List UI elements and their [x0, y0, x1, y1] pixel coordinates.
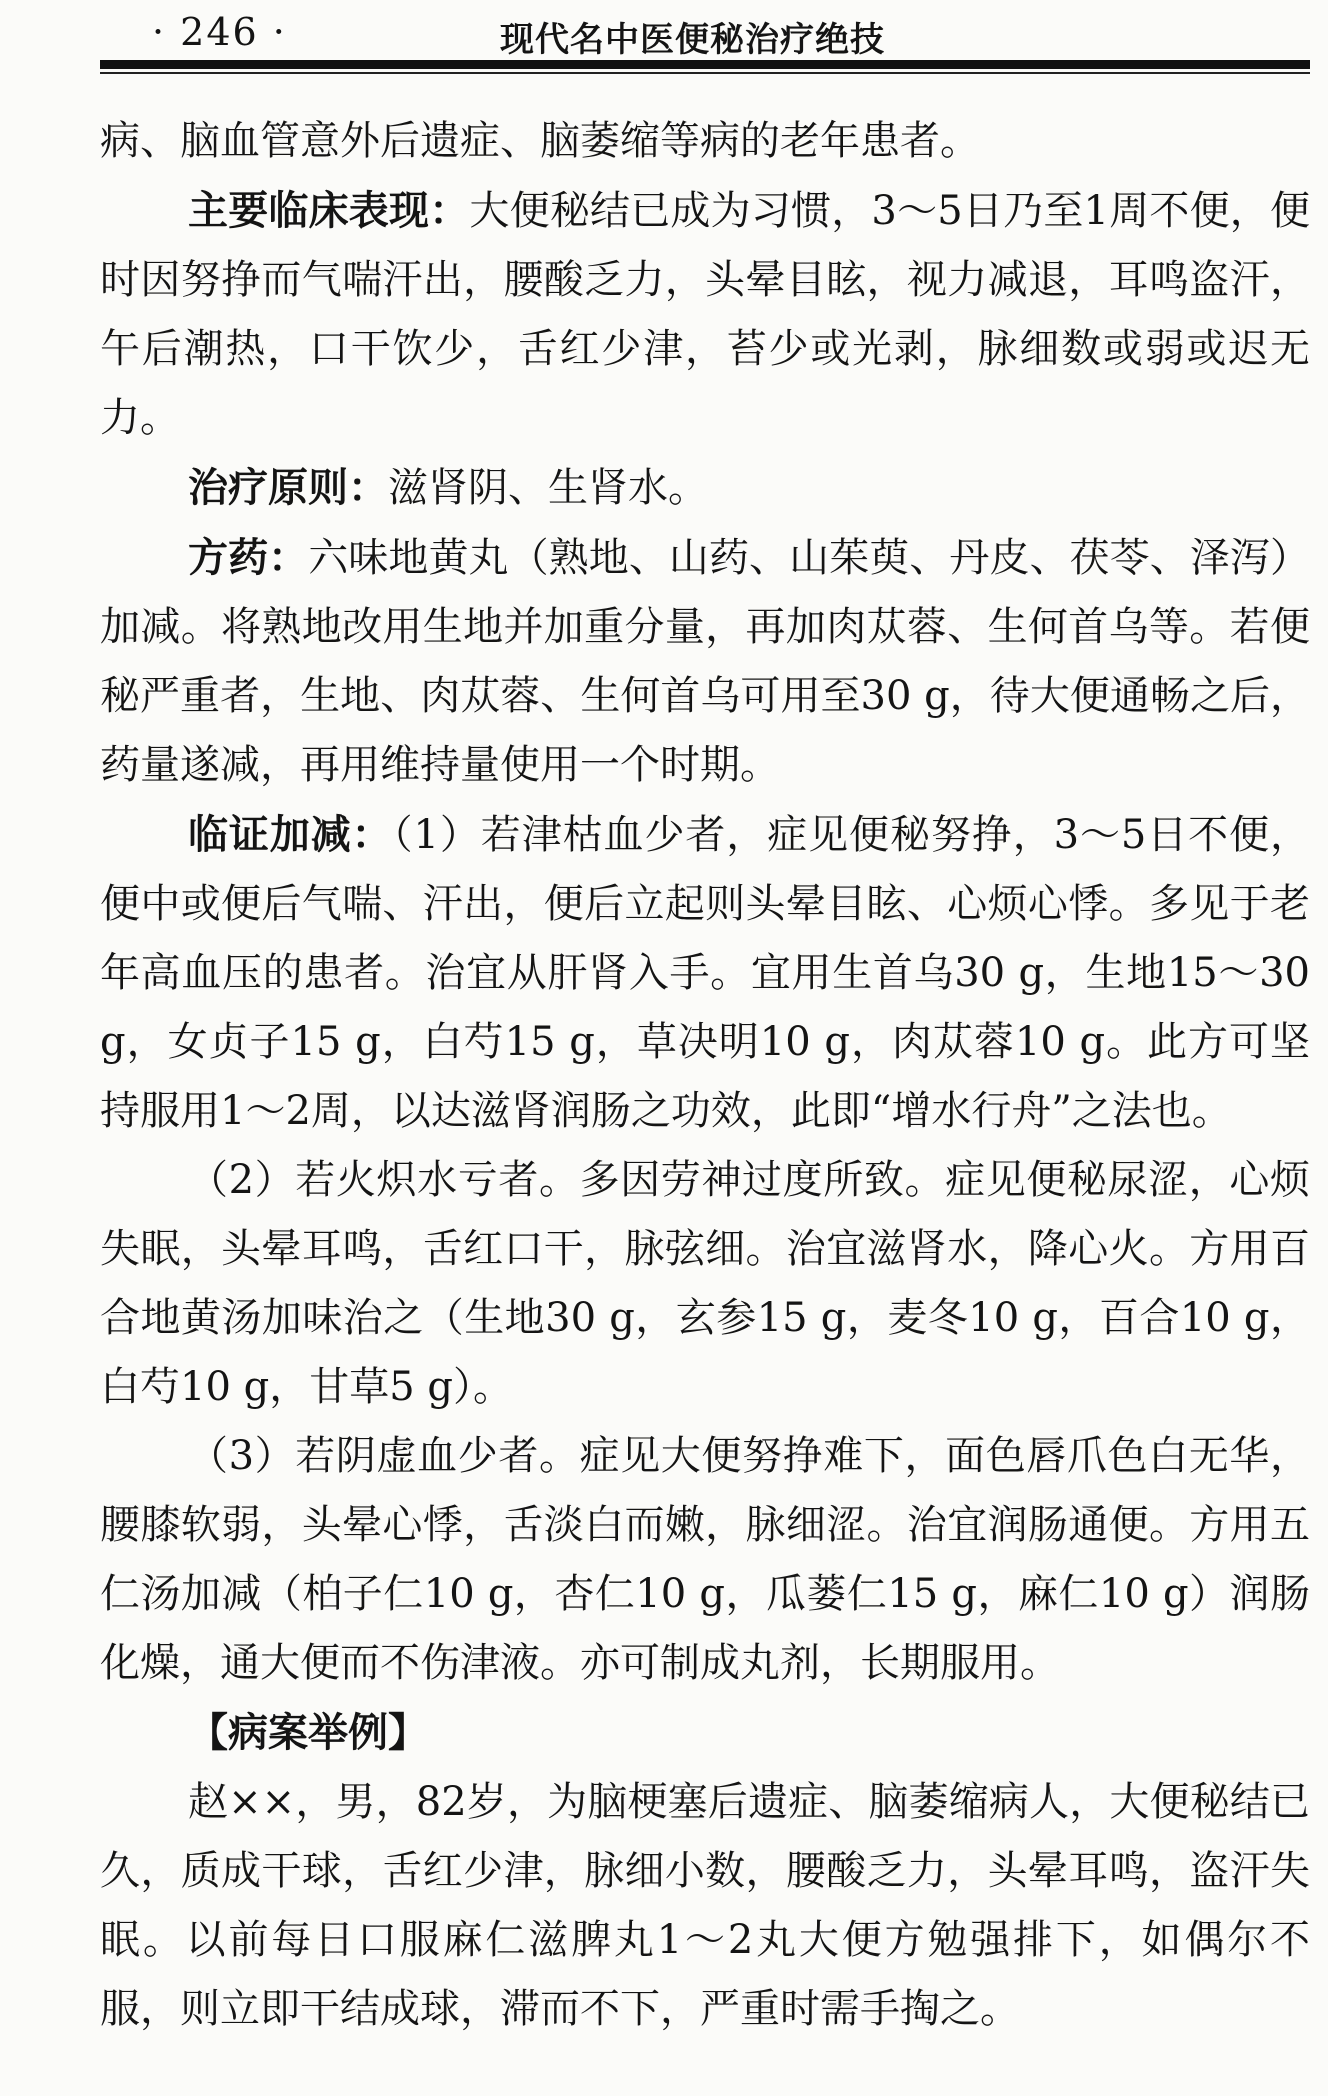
section-lead: 治疗原则：: [188, 464, 388, 511]
paragraph-continuation: [100, 107, 1310, 176]
paragraph-text: 大便秘结已成为习惯，3～5日乃至1周不便，便时因努挣而气喘汗出，腰酸乏力，头晕目眩，视力减退，耳鸣盗汗，午后潮热，口干饮少，舌红少津，苔少或光剥，脉细数或弱或迟无力。: [100, 188, 1310, 441]
paragraph-treatment-principle: [100, 453, 1310, 523]
paragraph-modification-3: [100, 1422, 1310, 1698]
paragraph-text: （2）若火炽水亏者。多因劳神过度所致。症见便秘尿涩，心烦失眠，头晕耳鸣，舌红口干，脉弦细。治宜滋肾水，降心火。方用百合地黄汤加味治之（生地30 g，玄参15 g，麦冬10 g，百合10 g，白芍10 g，甘草5 g）。: [100, 1157, 1310, 1410]
paragraph-modification-2: [100, 1146, 1310, 1422]
paragraph-clinical-manifestations: [100, 176, 1310, 453]
paragraph-case: [100, 1768, 1310, 2044]
paragraph-text: 六味地黄丸（熟地、山药、山茱萸、丹皮、茯苓、泽泻）加减。将熟地改用生地并加重分量，再加肉苁蓉、生何首乌等。若便秘严重者，生地、肉苁蓉、生何首乌可用至30 g，待大便通畅之后，药量遂减，再用维持量使用一个时期。: [100, 535, 1311, 788]
case-example-heading: [100, 1698, 1310, 1768]
section-lead: 方药：: [188, 534, 309, 581]
paragraph-text: （1）若津枯血少者，症见便秘努挣，3～5日不便，便中或便后气喘、汗出，便后立起则头晕目眩、心烦心悸。多见于老年高血压的患者。治宜从肝肾入手。宜用生首乌30 g，生地15～30 g，女贞子15 g，白芍15 g，草决明10 g，肉苁蓉10 g。此方可坚持服用1～2周，以达滋肾润肠之功效，此即“增水行舟”之法也。: [100, 812, 1311, 1134]
running-header: [100, 6, 1310, 58]
paragraph-prescription: [100, 523, 1310, 800]
body-text: [100, 107, 1310, 2044]
paragraph-text: 滋肾阴、生肾水。: [388, 465, 708, 511]
book-title: 现代名中医便秘治疗绝技: [500, 20, 885, 60]
header-rule-thin: [100, 72, 1310, 74]
paragraph-modifications: [100, 800, 1310, 1146]
header-rule-thick: [100, 60, 1310, 69]
section-lead: 临证加减：: [188, 811, 393, 858]
paragraph-text: 病、脑血管意外后遗症、脑萎缩等病的老年患者。: [100, 118, 980, 164]
section-lead: 【病案举例】: [188, 1709, 428, 1756]
paragraph-text: （3）若阴虚血少者。症见大便努挣难下，面色唇爪色白无华，腰膝软弱，头晕心悸，舌淡白而嫩，脉细涩。治宜润肠通便。方用五仁汤加减（柏子仁10 g，杏仁10 g，瓜蒌仁15 g，麻仁10 g）润肠化燥，通大便而不伤津液。亦可制成丸剂，长期服用。: [100, 1433, 1310, 1686]
section-lead: 主要临床表现：: [188, 187, 470, 234]
page-number: · 246 ·: [152, 10, 287, 54]
paragraph-text: 赵××，男，82岁，为脑梗塞后遗症、脑萎缩病人，大便秘结已久，质成干球，舌红少津，脉细小数，腰酸乏力，头晕耳鸣，盗汗失眠。以前每日口服麻仁滋脾丸1～2丸大便方勉强排下，如偶尔不服，则立即干结成球，滞而不下，严重时需手掏之。: [100, 1779, 1310, 2032]
